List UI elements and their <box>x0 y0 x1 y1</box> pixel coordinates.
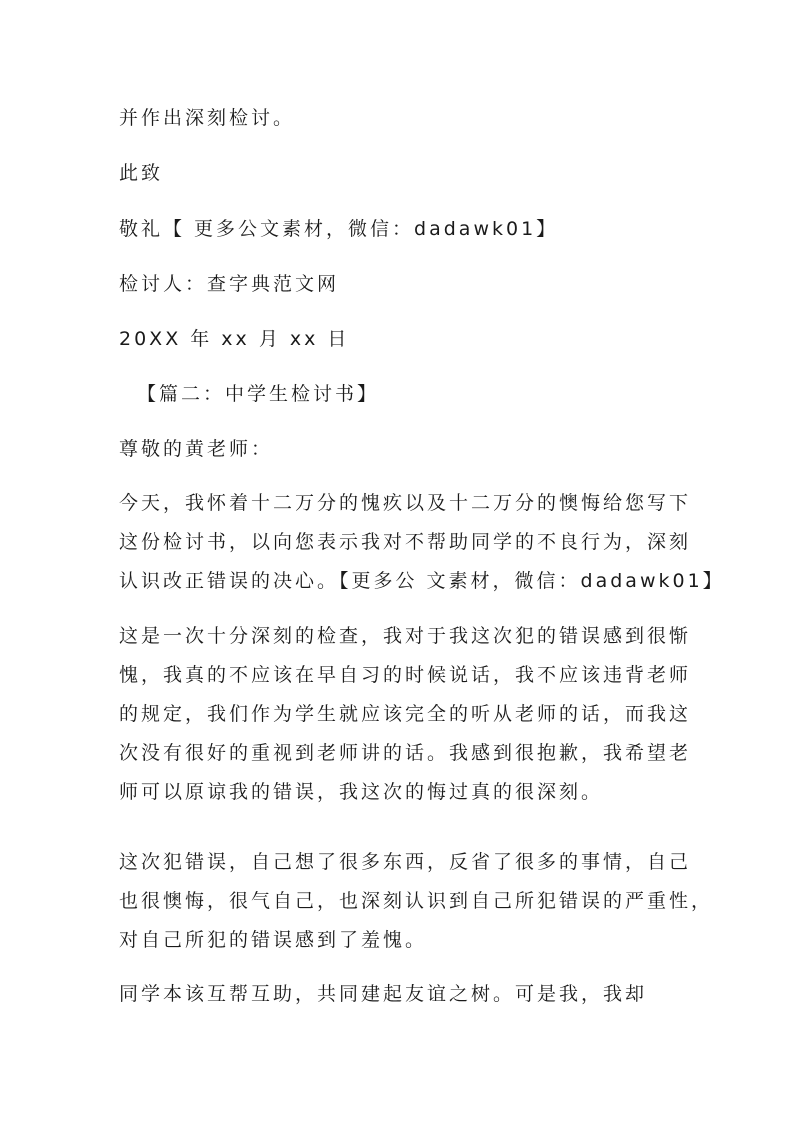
paragraph-4 <box>119 982 647 1021</box>
paragraph-line: 认识改正错误的决心。【更多公 文素材，微信：dadawk01】 <box>119 570 725 592</box>
paragraph-2 <box>119 624 691 819</box>
paragraph-line: 次没有很好的重视到老师讲的话。我感到很抱歉，我希望老 <box>119 742 692 764</box>
closing-salutation: 此致 <box>119 162 164 184</box>
paragraph-3 <box>119 850 713 967</box>
closing-line: 并作出深刻检讨。 <box>119 107 296 129</box>
paragraph-1 <box>119 491 725 608</box>
paragraph-line: 今天，我怀着十二万分的愧疚以及十二万分的懊悔给您写下 <box>119 492 692 514</box>
letter-salutation: 尊敬的黄老师： <box>119 438 274 460</box>
paragraph-line: 这是一次十分深刻的检查，我对于我这次犯的错误感到很惭 <box>119 625 692 647</box>
paragraph-line: 愧，我真的不应该在早自习的时候说话，我不应该违背老师 <box>119 664 692 686</box>
closing-regards: 敬礼【 更多公文素材，微信：dadawk01】 <box>119 218 559 240</box>
paragraph-line: 对自己所犯的错误感到了羞愧。 <box>119 929 428 951</box>
paragraph-line: 同学本该互帮互助，共同建起友谊之树。可是我，我却 <box>119 983 648 1005</box>
date-line: 20XX 年 xx 月 xx 日 <box>119 328 350 350</box>
paragraph-line: 师可以原谅我的错误，我这次的悔过真的很深刻。 <box>119 781 604 803</box>
paragraph-line: 的规定，我们作为学生就应该完全的听从老师的话，而我这 <box>119 703 692 725</box>
paragraph-line: 这份检讨书，以向您表示我对不帮助同学的不良行为，深刻 <box>119 531 692 553</box>
paragraph-line: 也很懊悔，很气自己，也深刻认识到自己所犯错误的严重性， <box>119 890 714 912</box>
signature-line: 检讨人：查字典范文网 <box>119 273 340 295</box>
paragraph-line: 这次犯错误，自己想了很多东西，反省了很多的事情，自己 <box>119 851 692 873</box>
section-heading: 【篇二：中学生检讨书】 <box>137 383 380 405</box>
